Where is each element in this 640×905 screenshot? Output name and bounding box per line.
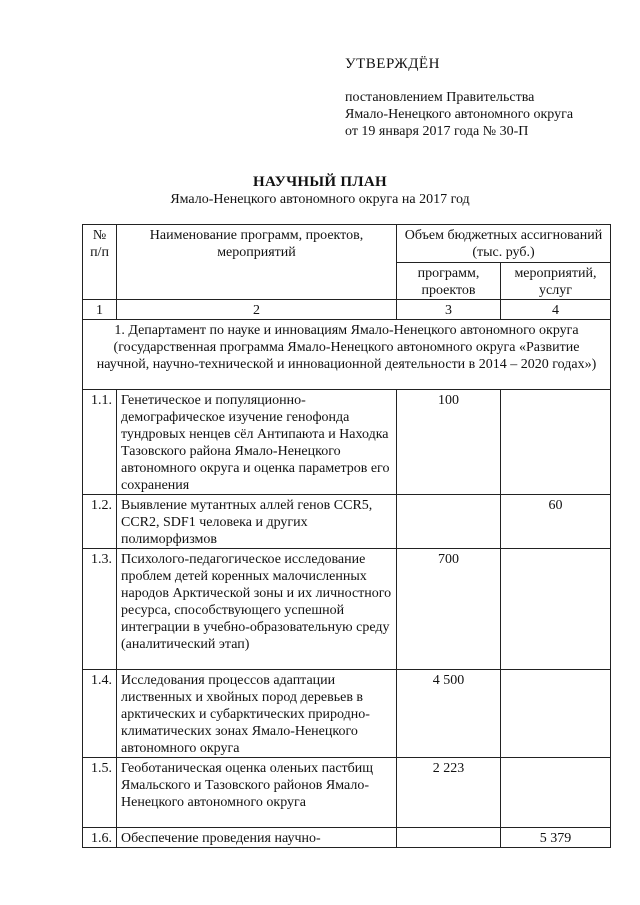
- header-events: мероприятий, услуг: [501, 263, 611, 300]
- header-row: [83, 225, 611, 263]
- document-subtitle: Ямало-Ненецкого автономного округа на 2017 год: [170, 192, 470, 207]
- approval-line: постановлением Правительства: [345, 90, 535, 105]
- column-number: 2: [117, 300, 397, 320]
- row-events-value: [501, 549, 611, 670]
- column-number-row: [83, 300, 611, 320]
- approval-title: УТВЕРЖДЁН: [345, 56, 440, 72]
- row-name: Психолого-педагогическое исследование проблем детей коренных малочисленных народов Арктической зоны и их личностного ресурса, способствующего успешной интеграции в учебно-образовательную среду (аналитический этап): [117, 549, 397, 670]
- row-number: 1.4.: [83, 670, 117, 758]
- row-programs-value: [397, 495, 501, 549]
- header-num: № п/п: [83, 225, 117, 300]
- row-name: Выявление мутантных аллей генов CCR5, CCR2, SDF1 человека и других полиморфизмов: [117, 495, 397, 549]
- row-events-value: [501, 670, 611, 758]
- department-title: 1. Департамент по науке и инновациям Ямало-Ненецкого автономного округа (государственная программа Ямало-Ненецкого автономного округа «Развитие научной, научно-технической и инновационной деятельности в 2014 – 2020 годах»): [83, 320, 611, 390]
- row-events-value: 60: [501, 495, 611, 549]
- header-budget: Объем бюджетных ассигнований (тыс. руб.): [397, 225, 611, 263]
- table-row: [83, 670, 611, 758]
- table-row: [83, 758, 611, 828]
- row-programs-value: 100: [397, 390, 501, 495]
- row-name: Генетическое и популяционно-демографическое изучение генофонда тундровых ненцев сёл Антипаюта и Находка Тазовского района Ямало-Ненецкого автономного округа и оценка параметров его сохранения: [117, 390, 397, 495]
- table-row: [83, 495, 611, 549]
- column-number: 1: [83, 300, 117, 320]
- row-programs-value: 2 223: [397, 758, 501, 828]
- row-programs-value: 4 500: [397, 670, 501, 758]
- row-number: 1.1.: [83, 390, 117, 495]
- row-events-value: [501, 758, 611, 828]
- row-number: 1.3.: [83, 549, 117, 670]
- row-number: 1.6.: [83, 828, 117, 848]
- approval-block: [345, 56, 573, 140]
- header-name: Наименование программ, проектов, мероприятий: [117, 225, 397, 300]
- row-name: Геоботаническая оценка оленьих пастбищ Ямальского и Тазовского районов Ямало-Ненецкого автономного округа: [117, 758, 397, 828]
- header-programs: программ, проектов: [397, 263, 501, 300]
- table-row: [83, 390, 611, 495]
- row-name: Обеспечение проведения научно-: [117, 828, 397, 848]
- table-row: [83, 549, 611, 670]
- row-programs-value: [397, 828, 501, 848]
- row-events-value: [501, 390, 611, 495]
- row-number: 1.2.: [83, 495, 117, 549]
- document-title: НАУЧНЫЙ ПЛАН: [253, 174, 387, 190]
- approval-line: Ямало-Ненецкого автономного округа: [345, 107, 574, 122]
- plan-table: [82, 224, 611, 848]
- table-row: [83, 828, 611, 848]
- row-events-value: 5 379: [501, 828, 611, 848]
- column-number: 4: [501, 300, 611, 320]
- approval-line: от 19 января 2017 года № 30-П: [345, 124, 529, 139]
- row-name: Исследования процессов адаптации лиственных и хвойных пород деревьев в арктических и субарктических природно-климатических зонах Ямало-Ненецкого автономного округа: [117, 670, 397, 758]
- department-row: [83, 320, 611, 390]
- row-number: 1.5.: [83, 758, 117, 828]
- column-number: 3: [397, 300, 501, 320]
- row-programs-value: 700: [397, 549, 501, 670]
